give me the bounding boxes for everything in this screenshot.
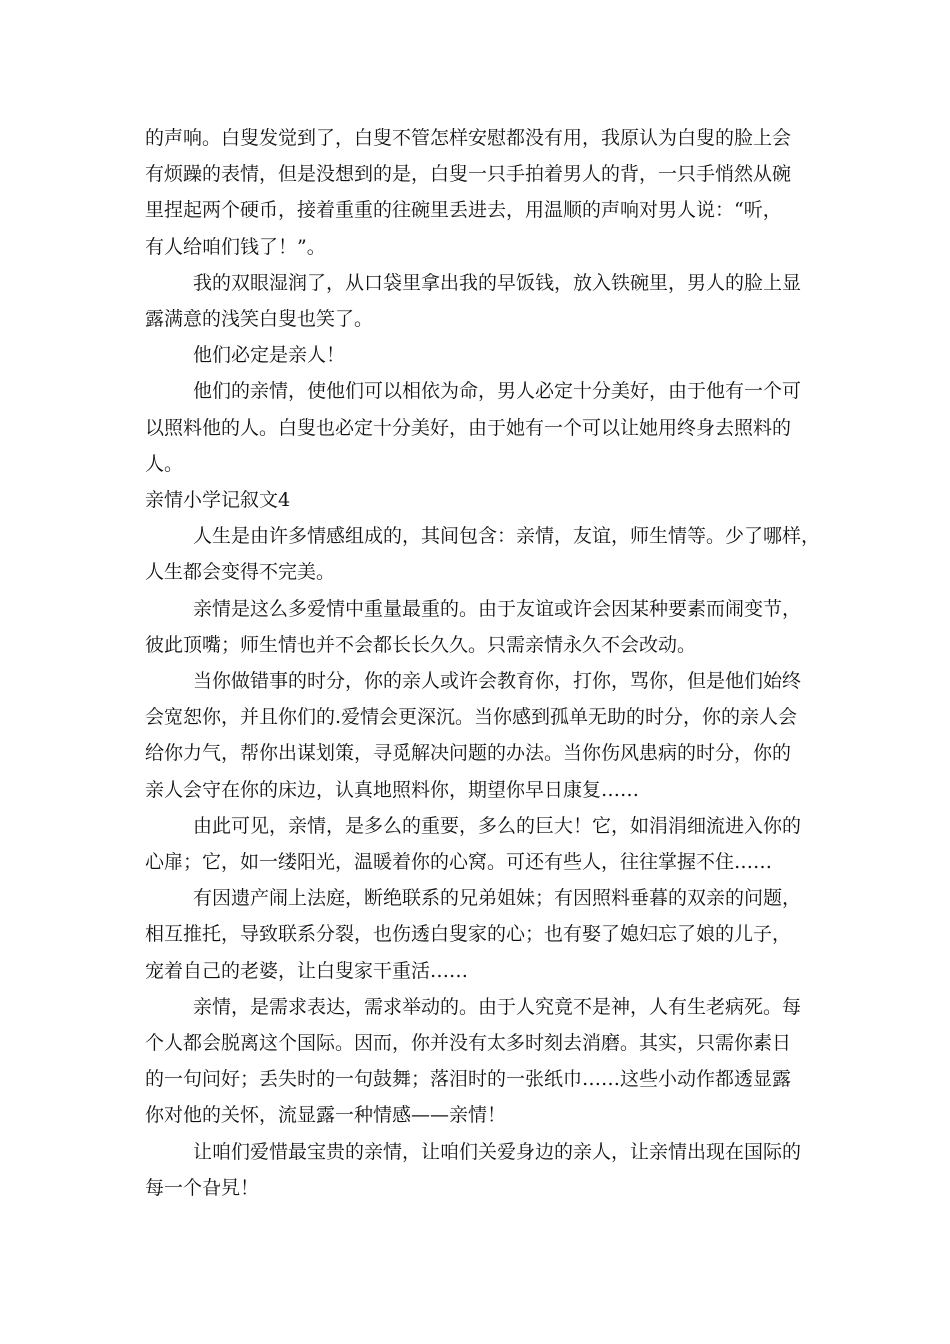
paragraph	[145, 120, 825, 265]
paragraph-line: 会宽恕你，并且你们的.爱情会更深沉。当你感到孤单无助的时分，你的亲人会	[145, 706, 798, 729]
section-heading	[145, 482, 825, 518]
paragraph-line: 他们的亲情，使他们可以相依为命，男人必定十分美好，由于他有一个可	[193, 380, 802, 403]
paragraph-line: 由此可见，亲情，是多么的重要，多么的巨大！它，如涓涓细流进入你的	[193, 814, 802, 837]
paragraph	[145, 808, 825, 880]
paragraph-line: 的一句问好；丢失时的一句鼓舞；落泪时的一张纸巾……这些小动作都透显露	[145, 1068, 792, 1091]
paragraph-line: 露满意的浅笑白叟也笑了。	[145, 308, 374, 331]
paragraph-line: 给你力气，帮你出谋划策，寻觅解决问题的办法。当你伤风患病的时分，你的	[145, 742, 792, 765]
paragraph-line: 人。	[145, 452, 184, 475]
paragraph	[145, 337, 825, 373]
paragraph	[145, 1134, 825, 1206]
paragraph	[145, 265, 825, 337]
paragraph-line: 里捏起两个硬币，接着重重的往碗里丢进去，用温顺的声响对男人说：“听，	[145, 199, 782, 222]
paragraph-line: 的声响。白叟发觉到了，白叟不管怎样安慰都没有用，我原认为白叟的脸上会	[145, 127, 792, 149]
paragraph-line: 每一个旮旯！	[145, 1176, 260, 1199]
paragraph-line: 亲情，是需求表达，需求举动的。由于人究竟不是神，人有生老病死。每	[193, 995, 802, 1018]
heading-text: 亲情小学记叙文4	[145, 489, 291, 512]
paragraph-line: 有因遗产闹上法庭，断绝联系的兄弟姐妹；有因照料垂暮的双亲的问题，	[193, 887, 802, 910]
paragraph	[145, 663, 825, 808]
paragraph-line: 我的双眼湿润了，从口袋里拿出我的早饭钱，放入铁碗里，男人的脸上显	[193, 271, 802, 294]
paragraph-line: 当你做错事的时分，你的亲人或许会教育你，打你，骂你，但是他们始终	[193, 670, 802, 693]
paragraph-line: 以照料他的人。白叟也必定十分美好，由于她有一个可以让她用终身去照料的	[145, 416, 792, 439]
paragraph-line: 亲情是这么多爱情中重量最重的。由于友谊或许会因某种要素而闹变节，	[193, 597, 802, 620]
paragraph-line: 他们必定是亲人！	[193, 344, 346, 367]
paragraph-line: 心扉；它，如一缕阳光，温暖着你的心窝。可还有些人，往往掌握不住……	[145, 851, 773, 874]
paragraph-line: 让咱们爱惜最宝贵的亲情，让咱们关爱身边的亲人，让亲情出现在国际的	[193, 1140, 802, 1163]
paragraph-line: 亲人会守在你的床边，认真地照料你，期望你早日康复……	[145, 778, 640, 801]
paragraph-line: 有人给咱们钱了！”。	[145, 235, 326, 258]
paragraph	[145, 989, 825, 1134]
paragraph-line: 宠着自己的老婆，让白叟家干重活……	[145, 959, 469, 982]
paragraph-line: 人生都会变得不完美。	[145, 561, 336, 584]
paragraph-line: 个人都会脱离这个国际。因而，你并没有太多时刻去消磨。其实，只需你素日	[145, 1032, 792, 1055]
paragraph-line: 人生是由许多情感组成的，其间包含：亲情，友谊，师生情等。少了哪样，	[193, 525, 821, 548]
paragraph-line: 有烦躁的表情，但是没想到的是，白叟一只手拍着男人的背，一只手悄然从碗	[145, 163, 792, 186]
paragraph-line: 彼此顶嘴；师生情也并不会都长长久久。只需亲情永久不会改动。	[145, 633, 697, 656]
paragraph	[145, 373, 825, 482]
paragraph	[145, 518, 825, 590]
paragraph	[145, 880, 825, 989]
paragraph	[145, 591, 825, 663]
paragraph-line: 相互推托，导致联系分裂，也伤透白叟家的心；也有娶了媳妇忘了娘的儿子，	[145, 923, 792, 946]
document-body	[145, 120, 825, 1206]
paragraph-line: 你对他的关怀，流显露一种情感——亲情！	[145, 1104, 507, 1127]
